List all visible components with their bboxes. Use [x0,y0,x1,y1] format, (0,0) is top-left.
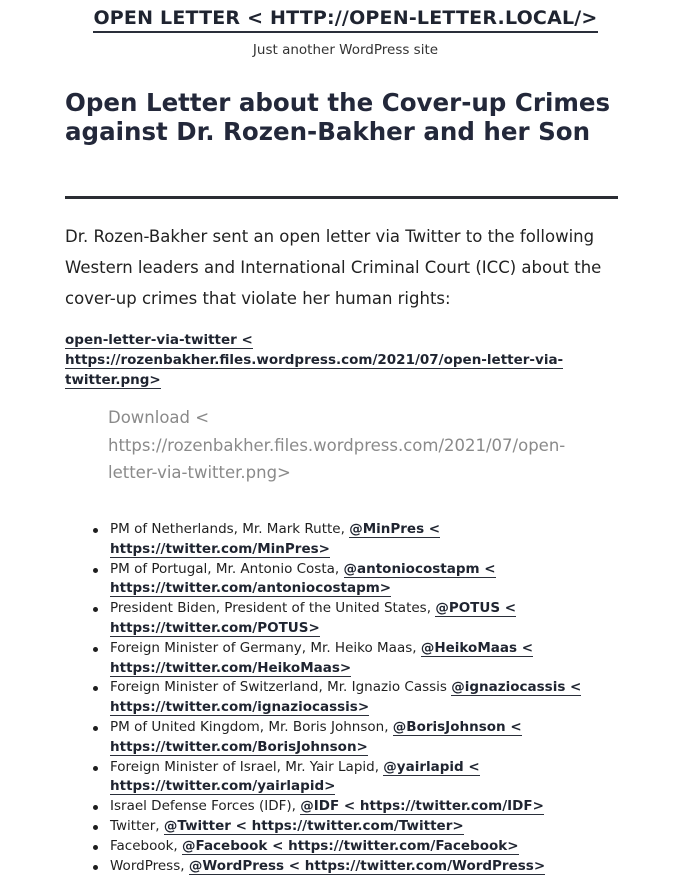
list-item [90,639,610,679]
site-title-link[interactable]: OPEN LETTER < HTTP://OPEN-LETTER.LOCAL/> [93,7,597,33]
image-file-link-text[interactable]: open-letter-via-twitter < https://rozenbakher.files.wordpress.com/2021/07/open-letter-via-twitter.png> [65,332,564,388]
twitter-handle-link[interactable]: @POTUS < https://twitter.com/POTUS> [110,600,517,636]
list-item [90,837,610,857]
twitter-handle-link[interactable]: @Twitter < https://twitter.com/Twitter> [163,817,464,834]
recipient-label: PM of Portugal, Mr. Antonio Costa, [110,560,344,577]
twitter-handle-link[interactable]: @yairlapid < https://twitter.com/yairlapid> [110,758,480,795]
list-item [90,797,610,817]
twitter-handle-link[interactable]: @Facebook < https://twitter.com/Facebook> [182,837,519,854]
download-link[interactable]: Download < https://rozenbakher.files.wordpress.com/2021/07/open-letter-via-twitter.png> [108,408,566,482]
recipient-label: Foreign Minister of Switzerland, Mr. Ignazio Cassis [110,679,452,696]
recipient-label: Foreign Minister of Israel, Mr. Yair Lapid, [110,758,384,775]
list-item [90,857,610,877]
recipient-label: Twitter, [110,817,164,834]
twitter-handle-link[interactable]: @ignaziocassis < https://twitter.com/ignaziocassis> [110,679,582,716]
intro-paragraph: Dr. Rozen-Bakher sent an open letter via Twitter to the following Western leaders and International Criminal Court (ICC) about the cover-up crimes that violate her human rights: [65,227,602,308]
twitter-handle-link[interactable]: @IDF < https://twitter.com/IDF> [300,798,544,815]
twitter-handle-link[interactable]: @antoniocostapm < https://twitter.com/antoniocostapm> [110,560,496,597]
list-item [90,718,610,758]
recipient-label: WordPress, [110,857,189,874]
twitter-handle-link[interactable]: @WordPress < https://twitter.com/WordPress> [188,857,546,874]
twitter-handle-link[interactable]: @BorisJohnson < https://twitter.com/BorisJohnson> [110,718,522,755]
post-title: Open Letter about the Cover-up Crimes against Dr. Rozen-Bakher and her Son [65,88,611,146]
list-item [90,678,610,718]
recipient-list [90,520,610,876]
site-header [0,0,691,58]
list-item [90,520,610,560]
list-item [90,560,610,600]
recipient-label: President Biden, President of the United States, [110,600,436,617]
separator-rule [65,196,618,199]
recipient-label: Facebook, [110,837,183,854]
recipient-label: PM of United Kingdom, Mr. Boris Johnson, [110,718,393,735]
recipient-label: PM of Netherlands, Mr. Mark Rutte, [110,521,350,537]
list-item [90,817,610,837]
site-tagline: Just another WordPress site [252,42,439,58]
recipient-label: Israel Defense Forces (IDF), [110,798,301,815]
image-file-link[interactable] [65,330,585,390]
list-item [90,758,610,798]
twitter-handle-link[interactable]: @HeikoMaas < https://twitter.com/HeikoMaas> [110,639,534,676]
recipient-label: Foreign Minister of Germany, Mr. Heiko Maas, [110,639,421,656]
twitter-handle-link[interactable]: @MinPres < https://twitter.com/MinPres> [110,521,441,557]
list-item [90,599,610,639]
